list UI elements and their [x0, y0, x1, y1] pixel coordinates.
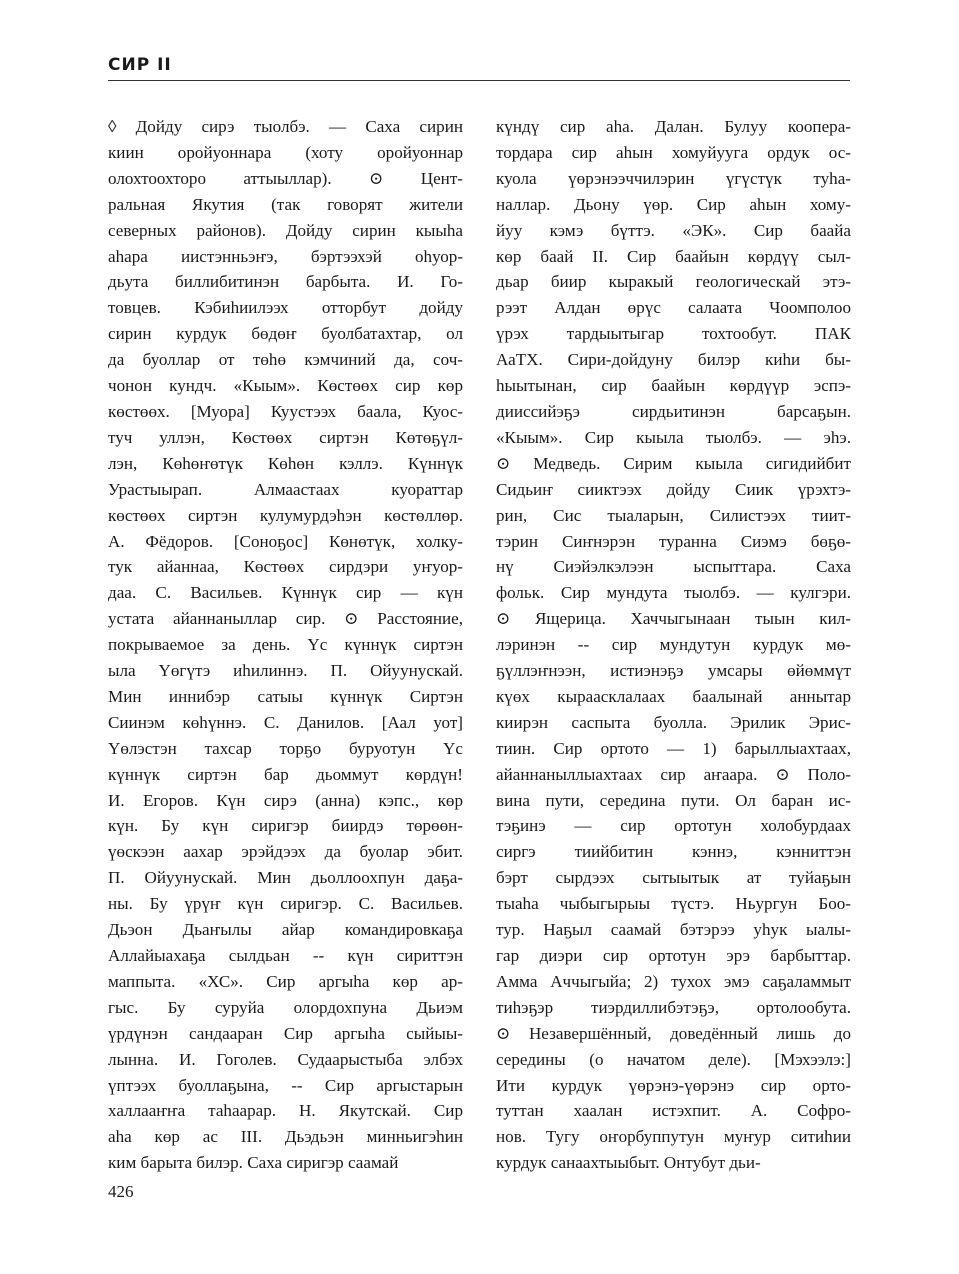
text-line: чонон кундч. «Кыым». Көстөөх сир көр — [108, 376, 463, 396]
text-line: күөх кыраасклалаах баалынай аннытар — [496, 686, 851, 706]
text-line: киирэн саспыта буолла. Эрилик Эрис- — [496, 712, 851, 732]
text-line: айаннаныллыахтаах сир аҥаара. ⊙ Поло- — [496, 764, 851, 784]
text-line: тыаhа чыбыгырыы түстэ. Ньургун Боо- — [496, 894, 851, 914]
text-line: гар диэри сир ортотун эрэ барбыттар. — [496, 946, 851, 965]
text-line: вина пути, середина пути. Ол баран ис- — [496, 790, 851, 810]
text-line: товцев. Кэбиhиилээх отторбут дойду — [108, 298, 463, 318]
text-line: туттан хаалан истэхпит. А. Софро- — [496, 1101, 851, 1121]
text-line: курдук санаахтыыбыт. Онтубут дьи- — [496, 1153, 761, 1173]
text-line: лэринэн -- сир мундутун курдук мө- — [496, 635, 851, 655]
text-line: нов. Тугу оҥорбуппутун муҥур ситиhии — [496, 1127, 851, 1147]
text-line: рээт Алдан өрүс салаата Чоомполоо — [496, 298, 851, 318]
text-line: Дьэон Дьаҥылы айар командировкаҕа — [108, 920, 463, 940]
text-line: тук айаннаа, Көстөөх сирдэри уҥуор- — [108, 557, 463, 577]
text-line: АаТХ. Сири-дойдуну билэр киhи бы- — [496, 350, 851, 370]
running-header: СИР II — [108, 55, 172, 75]
text-line: Үөлэстэн тахсар торҕо буруотун Үс — [108, 738, 463, 758]
text-line: дьута биллибитинэн барбыта. И. Го- — [108, 272, 463, 292]
header-rule — [108, 80, 850, 81]
text-line: наллар. Дьону үөр. Сир аhын хому- — [496, 194, 851, 214]
text-line: сирин курдук бөдөҥ буолбатахтар, ол — [108, 324, 463, 344]
text-line: Аллайыахаҕа сылдьан -- күн сириттэн — [108, 946, 463, 965]
text-line: Амма Аччыгыйа; 2) тухох эмэ саҕаламмыт — [496, 971, 851, 991]
text-line: дьар биир кыракый геологическай этэ- — [496, 272, 851, 292]
text-line: «Кыым». Сир кыыла тыолбэ. — эhэ. — [496, 427, 851, 447]
text-line: hыытынан, сир баайын көрдүүр эспэ- — [496, 376, 851, 396]
text-line: олохтоохторо аттыыллар). ⊙ Цент- — [108, 168, 463, 188]
text-line: П. Ойуунускай. Мин дьоллоохпун даҕа- — [108, 868, 463, 888]
text-line: бэрт сырдээх сытыытык ат туйаҕын — [496, 868, 851, 888]
text-line: лынна. И. Гоголев. Судаарыстыба элбэх — [108, 1049, 463, 1069]
text-line: күндү сир аhа. Далан. Булуу коопера- — [496, 117, 851, 136]
text-line: күн. Бу күн сиригэр биирдэ төрөөн- — [108, 816, 463, 836]
text-line: үөскээн аахар эрэйдээх да буолар эбит. — [108, 842, 463, 862]
text-line: туч уллэн, Көстөөх сиртэн Көтөҕүл- — [108, 427, 463, 447]
text-line: Ити курдук үөрэнэ-үөрэнэ сир орто- — [496, 1075, 851, 1095]
text-line: аhара иистэнньэҥэ, бэртээхэй оhуор- — [108, 246, 463, 266]
text-line: күннүк сиртэн бар дьоммут көрдүн! — [108, 764, 463, 784]
text-line: ⊙ Медведь. Сирим кыыла сигидийбит — [496, 453, 851, 473]
text-line: даа. С. Васильев. Күннүк сир — күн — [108, 583, 463, 603]
text-line: ким барыта билэр. Саха сиригэр саамай — [108, 1153, 399, 1173]
text-line: тордара сир аhын хомуйууга ордук ос- — [496, 142, 851, 162]
text-line: Урастыырап. Алмаастаах куораттар — [108, 479, 463, 499]
text-line: куола үөрэнээччилэрин үгүстүк туhа- — [496, 168, 851, 188]
text-line: сиргэ тиийбитин кэннэ, кэнниттэн — [496, 842, 851, 862]
text-line: ральная Якутия (так говорят жители — [108, 194, 463, 214]
text-line: үрэх тардыытыгар тохтообут. ПАК — [496, 324, 851, 344]
text-line: ыла Үөгүтэ иhилиннэ. П. Ойуунускай. — [108, 661, 463, 681]
text-line: тур. Наҕыл саамай бэтэрээ уhук ыалы- — [496, 920, 851, 940]
text-line: покрываемое за день. Үс күннүк сиртэн — [108, 635, 463, 655]
text-line: тэҕинэ — сир ортотун холобурдаах — [496, 816, 851, 836]
text-line: ны. Бу үрүҥ күн сиригэр. С. Васильев. — [108, 894, 463, 914]
text-line: үптээх буоллаҕына, -- Сир аргыстарын — [108, 1075, 463, 1095]
left-column — [108, 114, 463, 1176]
text-line: ⊙ Ящерица. Хаччыгынаан тыын кил- — [496, 609, 851, 629]
text-line: гыс. Бу суруйа олордохпуна Дьиэм — [108, 997, 463, 1017]
text-line: середины (о начатом деле). [Мэхээлэ:] — [496, 1049, 851, 1069]
text-line: А. Фёдоров. [Соноҕос] Көнөтүк, холку- — [108, 531, 463, 551]
text-line: дииссийэҕэ сирдьитинэн барсаҕын. — [496, 401, 851, 421]
text-line: да буоллар от төhө кэмчиний да, соч- — [108, 350, 463, 370]
text-line: рин, Сис тыаларын, Силистээх тиит- — [496, 505, 851, 525]
text-line: ҕүллэҥнээн, истиэнэҕэ умсары өйөммүт — [496, 661, 851, 681]
text-line: Сиинэм көhүннэ. С. Данилов. [Аал уот] — [108, 712, 463, 732]
page-number: 426 — [108, 1182, 134, 1201]
text-line: тиhэҕэр тиэрдиллибэтэҕэ, ортолообута. — [496, 997, 851, 1017]
text-line: маппыта. «ХС». Сир аргыhа көр ар- — [108, 971, 463, 991]
text-line: нү Сиэйэлкэлээн ыспыттара. Саха — [496, 557, 851, 577]
text-line: фольк. Сир мундута тыолбэ. — кулгэри. — [496, 583, 851, 603]
text-line: халлааҥҥа таhаарар. Н. Якутскай. Сир — [108, 1101, 463, 1121]
text-line: лэн, Көhөҥөтүк Көhөн кэллэ. Күннүк — [108, 453, 463, 473]
text-line: көр баай II. Сир баайын көрдүү сыл- — [496, 246, 851, 266]
text-line: устата айаннаныллар сир. ⊙ Расстояние, — [108, 609, 463, 629]
text-line: Сидьиҥ сииктээх дойду Сиик үрэхтэ- — [496, 479, 851, 499]
right-column — [496, 114, 851, 1176]
text-line: аhа көр ас III. Дьэдьэн минньигэhин — [108, 1127, 463, 1147]
text-line: И. Егоров. Күн сирэ (анна) кэпс., көр — [108, 790, 463, 810]
text-line: тиин. Сир ортото — 1) барыллыахтаах, — [496, 738, 851, 758]
text-line: йуу кэмэ бүттэ. «ЭК». Сир баайа — [496, 220, 851, 240]
text-line: северных районов). Дойду сирин кыыhа — [108, 220, 463, 240]
text-line: көстөөх сиртэн кулумурдэhэн көстөллөр. — [108, 505, 463, 525]
text-line: ⊙ Незавершённый, доведённый лишь до — [496, 1023, 851, 1043]
text-line: үрдүнэн сандааран Сир аргыhа сыйыы- — [108, 1023, 463, 1043]
text-line: Мин иннибэр сатыы күннүк Сиртэн — [108, 686, 463, 706]
text-line: киин оройуоннара (хоту оройуоннар — [108, 142, 463, 162]
text-line: ◊ Дойду сирэ тыолбэ. — Саха сирин — [108, 117, 463, 136]
text-line: көстөөх. [Муора] Кууcтээх баала, Куос- — [108, 401, 463, 421]
text-line: тэрин Сиҥнэрэн туранна Сиэмэ бөҕө- — [496, 531, 851, 551]
